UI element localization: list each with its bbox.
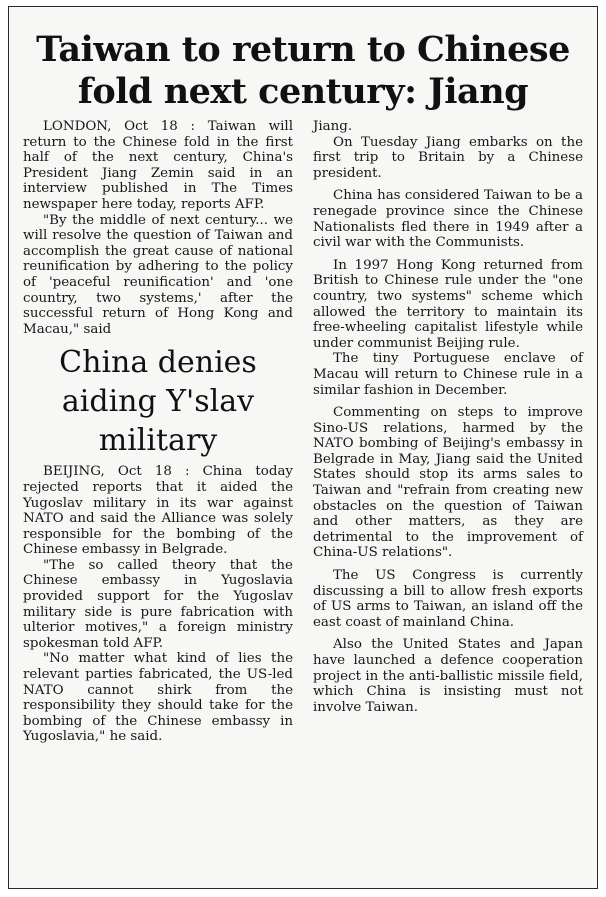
article1-continued-2: On Tuesday Jiang embarks on the first trip to Britain by a Chinese president. xyxy=(313,134,583,181)
secondary-headline-line-3: military xyxy=(98,423,218,459)
article1-continued-3: China has considered Taiwan to be a renegade province since the Chinese Nationalists fled there in 1949 after a civil war with the Communists. xyxy=(313,188,583,251)
article1-continued-1: Jiang. xyxy=(313,119,353,134)
secondary-headline-line-2: aiding Y'slav xyxy=(61,384,255,420)
article1-continued-4: In 1997 Hong Kong returned from British to Chinese rule under the "one country, two systems" scheme which allowed the territory to maintain its free-wheeling capitalist lifestyle while under communist Beijing rule. xyxy=(313,257,583,351)
secondary-headline xyxy=(23,343,293,460)
article1-continued-5: The tiny Portuguese enclave of Macau will return to Chinese rule in a similar fashion in December. xyxy=(313,351,583,398)
article2-paragraph-1: BEIJING, Oct 18 : China today rejected reports that it aided the Yugoslav military in its war against NATO and said the Alliance was solely responsible for the bombing of the Chinese embassy in Belgrade. xyxy=(23,464,293,558)
article1-paragraph-1: LONDON, Oct 18 : Taiwan will return to the Chinese fold in the first half of the next century, China's President Jiang Zemin said in an interview published in The Times newspaper here today, reports AFP. xyxy=(23,119,293,212)
left-column xyxy=(23,119,293,879)
main-headline-line-1: Taiwan to return to Chinese xyxy=(36,29,570,70)
newspaper-clipping xyxy=(8,6,598,889)
article-columns xyxy=(23,119,583,879)
secondary-headline-line-1: China denies xyxy=(59,345,257,381)
article1-continued-7: The US Congress is currently discussing a bill to allow fresh exports of US arms to Taiwan, an island off the east coast of mainland China. xyxy=(313,568,583,630)
main-headline xyxy=(9,29,597,113)
article1-paragraph-2: "By the middle of next century... we will resolve the question of Taiwan and accomplish the great cause of national reunification by adhering to the policy of 'peaceful reunification' and 'one country, two systems,' after the successful return of Hong Kong and Macau," said xyxy=(23,212,293,337)
right-column xyxy=(313,119,583,879)
article2-paragraph-2: "The so called theory that the Chinese embassy in Yugoslavia provided support for the Yugoslav military side is pure fabrication with ulterior motives," a foreign ministry spokesman told AFP. xyxy=(23,557,293,651)
article2-paragraph-3: "No matter what kind of lies the relevant parties fabricated, the US-led NATO cannot shirk from the responsibility they should take for the bombing of the Chinese embassy in Yugoslavia," he said. xyxy=(23,651,293,745)
article1-continued-8: Also the United States and Japan have launched a defence cooperation project in the anti-ballistic missile field, which China is insisting must not involve Taiwan. xyxy=(313,637,583,715)
main-headline-line-2: fold next century: Jiang xyxy=(77,71,529,112)
article1-continued-6: Commenting on steps to improve Sino-US relations, harmed by the NATO bombing of Beijing's embassy in Belgrade in May, Jiang said the United States should stop its arms sales to Taiwan and "refrain from creating new obstacles on the question of Taiwan and other matters, as they are detrimental to the improvement of China-US relations". xyxy=(313,405,583,561)
